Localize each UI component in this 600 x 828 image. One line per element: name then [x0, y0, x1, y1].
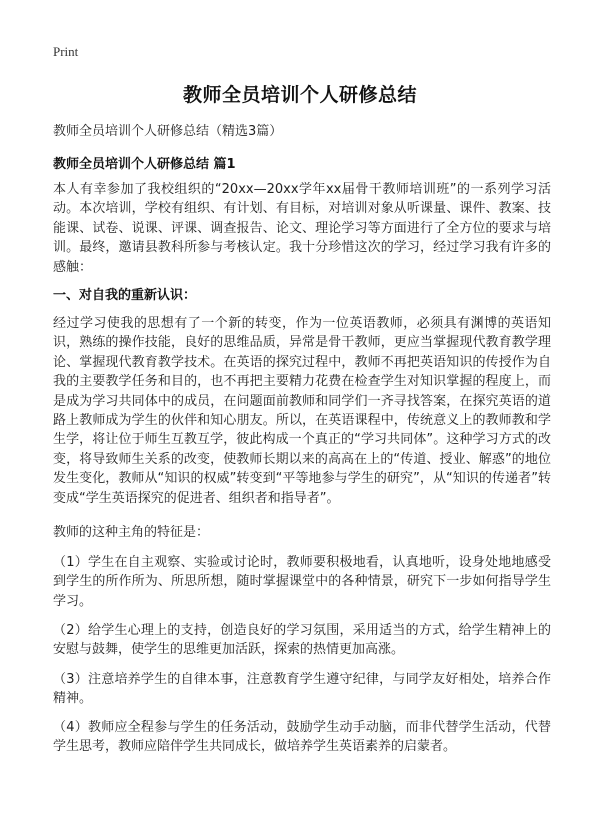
body-paragraph: 教师的这种主角的特征是：: [53, 525, 210, 540]
print-link[interactable]: Print: [53, 44, 79, 59]
list-item: （1）学生在自主观察、实验或讨论时，教师要积极地看，认真地听，设身处地地感受到学生的所作所为、所思所想，随时掌握课堂中的各种情景，研究下一步如何指导学生学习。: [53, 555, 551, 609]
section-title: 教师全员培训个人研修总结 篇1: [53, 157, 236, 172]
list-item: （3）注意培养学生的自律本事，注意教育学生遵守纪律，与同学友好相处，培养合作精神。: [53, 672, 551, 707]
body-paragraph: 经过学习使我的思想有了一个新的转变，作为一位英语教师，必须具有渊博的英语知识，熟练的操作技能，良好的思维品质，异常是骨干教师，更应当掌握现代教育教学理论、掌握现代教育教学技术。在英语的探究过程中，教师不再把英语知识的传授作为自我的主要教学任务和目的，也不再把主要精力花费在检查学生对知识掌握的程度上，而是成为学习共同体中的成员，在问题面前教师和同学们一齐寻找答案，在探究英语的道路上教师成为学生的伙伴和知心朋友。所以，在英语课程中，传统意义上的教师教和学生学，将让位于师生互教互学，彼此构成一个真正的“学习共同体”。这种学习方式的改变，将导致师生关系的改变，使教师长期以来的高高在上的“传道、授业、解惑”的地位发生变化，教师从“知识的权威”转变到“平等地参与学生的研究”，从“知识的传递者”转变成“学生英语探究的促进者、组织者和指导者”。: [53, 316, 551, 506]
intro-paragraph: 本人有幸参加了我校组织的“20xx—20xx学年xx届骨干教师培训班”的一系列学习活动。本次培训，学校有组织、有计划、有目标，对培训对象从听课量、课件、教案、技能课、试卷、说课、评课、调查报告、论文、理论学习等方面进行了全方位的要求与培训。最终，邀请县教科所参与考核认定。我十分珍惜这次的学习，经过学习我有许多的感触：: [53, 182, 551, 275]
list-item: （4）教师应全程参与学生的任务活动，鼓励学生动手动脑，而非代替学生活动，代替学生思考，教师应陪伴学生共同成长，做培养学生英语素养的启蒙者。: [53, 720, 551, 755]
section-heading: 一、对自我的重新认识：: [53, 288, 197, 303]
list-item: （2）给学生心理上的支持，创造良好的学习氛围，采用适当的方式，给学生精神上的安慰与鼓舞，使学生的思维更加活跃，探索的热情更加高涨。: [53, 623, 551, 658]
document-subtitle: 教师全员培训个人研修总结（精选3篇）: [53, 124, 283, 139]
page-title: 教师全员培训个人研修总结: [182, 84, 417, 106]
